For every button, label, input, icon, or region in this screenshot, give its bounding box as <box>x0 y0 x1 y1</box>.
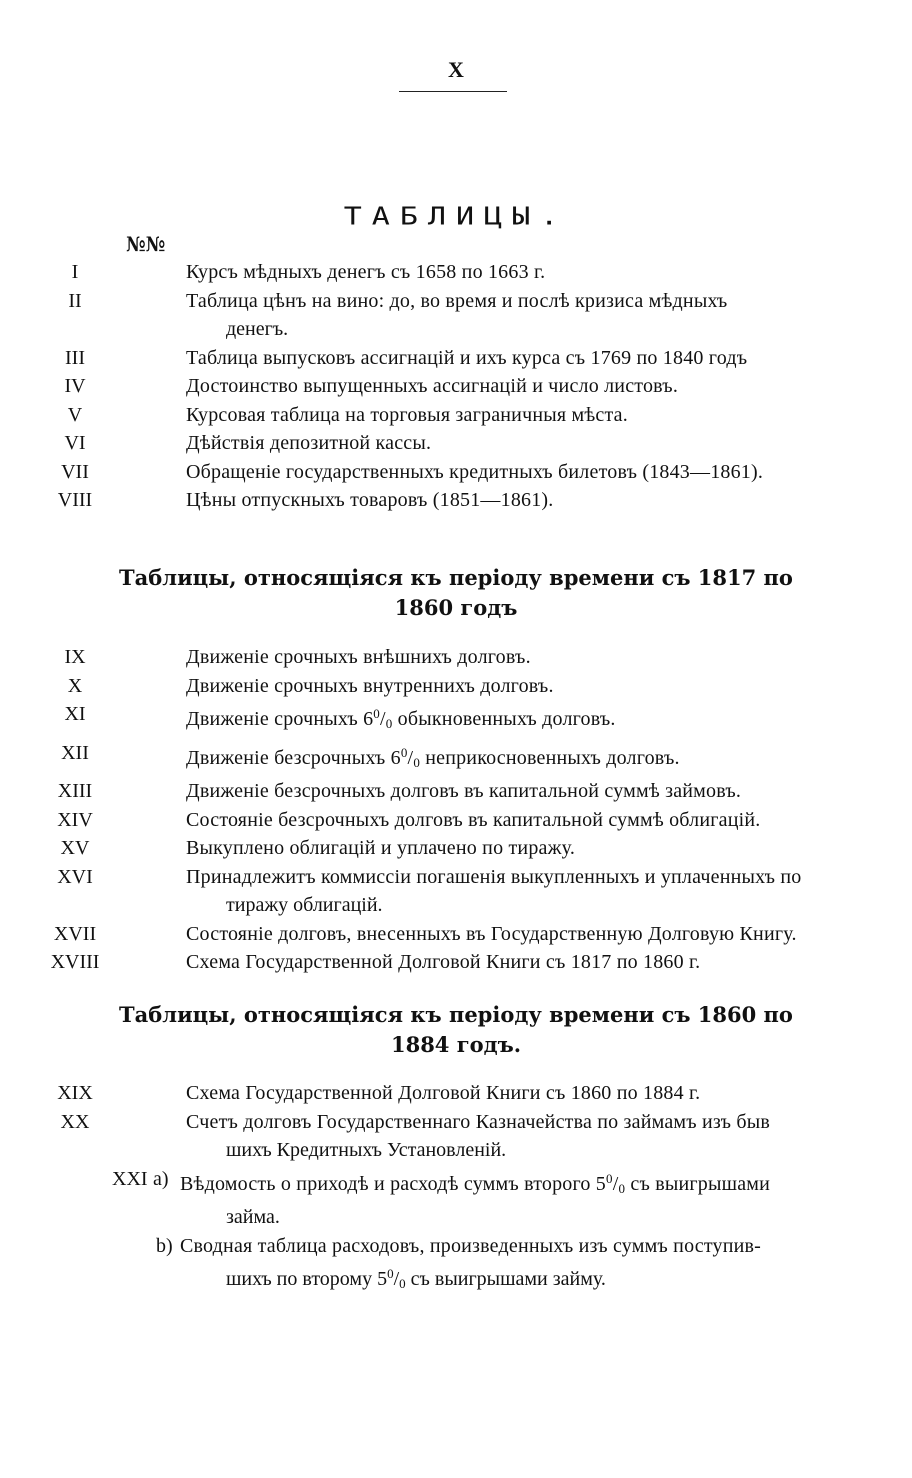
entry-title-text: шихъ по второму 5 <box>226 1268 388 1290</box>
entry-number: XIII <box>57 780 93 802</box>
section-heading-line: Таблицы, относящіяся къ періоду времени съ 1817 по <box>119 565 793 590</box>
page-number: X <box>448 57 464 82</box>
entry-title: Дѣйствія депозитной кассы. <box>186 432 432 454</box>
section-heading-line: Таблицы, относящіяся къ періоду времени съ 1860 по <box>119 1002 793 1027</box>
entry-sub-letter: b) <box>156 1234 173 1257</box>
entry-title-text: неприкосновенныхъ долговъ. <box>420 746 680 769</box>
entry-number: XII <box>61 741 89 764</box>
entry-number: III <box>65 346 85 369</box>
entry-title-continuation <box>226 1260 912 1299</box>
entry-number: V <box>67 403 83 426</box>
entry-title: Курсъ мѣдныхъ денегъ съ 1658 по 1663 г. <box>186 261 546 283</box>
list-item <box>0 700 912 739</box>
entry-number: IX <box>64 646 86 668</box>
percent-sign-slash: / <box>380 708 386 730</box>
entry-title-text: съ выигрышами <box>625 1172 771 1195</box>
numero-label: №№ <box>126 232 166 256</box>
list-item <box>0 401 912 430</box>
list-item <box>0 1165 912 1232</box>
entry-title: Достоинство выпущенныхъ ассигнацій и число листовъ. <box>186 375 679 397</box>
entry-title: Таблица выпусковъ ассигнацій и ихъ курса съ 1769 по 1840 годъ <box>186 346 748 369</box>
entry-title: Состояніе долговъ, внесенныхъ въ Государственную Долговую Книгу. <box>186 922 797 945</box>
entry-number: II <box>68 289 82 312</box>
list-item <box>0 344 912 373</box>
tables-list-1860-1884 <box>0 1079 912 1299</box>
percent-sign-bottom: 0 <box>413 754 421 770</box>
entry-number: XX <box>60 1110 90 1133</box>
entry-number: IV <box>64 375 86 397</box>
list-item <box>0 920 912 949</box>
percent-sign-top: 0 <box>606 1170 613 1186</box>
entry-title-continuation: тиражу облигацій. <box>226 894 383 916</box>
entry-title <box>186 700 814 739</box>
entry-title: Схема Государственной Долговой Книги съ 1860 по 1884 г. <box>186 1082 701 1104</box>
entry-title <box>186 739 814 778</box>
entry-title: Состояніе безсрочныхъ долговъ въ капитальной суммѣ облигацій. <box>186 808 761 831</box>
entry-number: VIII <box>57 489 93 511</box>
percent-sign-top: 0 <box>400 744 408 760</box>
page-number-rule <box>399 91 507 92</box>
list-item <box>0 458 912 487</box>
entry-title: Движеніе срочныхъ внѣшнихъ долговъ. <box>186 646 531 668</box>
percent-sign-slash: / <box>612 1172 619 1195</box>
percent-sign-bottom: 0 <box>618 1180 626 1196</box>
entry-title: Схема Государственной Долговой Книги съ 1817 по 1860 г. <box>186 951 701 973</box>
list-item <box>0 429 912 458</box>
percent-sign-bottom: 0 <box>385 716 393 731</box>
entry-number: XIV <box>57 808 93 831</box>
list-item <box>0 372 912 401</box>
entry-number: VII <box>61 460 89 483</box>
list-item <box>0 948 912 977</box>
entry-title: Принадлежитъ коммиссіи погашенія выкупленныхъ и уплаченныхъ по <box>186 865 802 888</box>
entry-number: XVIII <box>50 951 100 973</box>
entry-title: Таблица цѣнъ на вино: до, во время и послѣ кризиса мѣдныхъ <box>186 289 728 312</box>
entry-number: XV <box>60 837 90 859</box>
tables-list-general <box>0 258 912 515</box>
list-item <box>0 834 912 863</box>
percent-sign-slash: / <box>407 746 414 769</box>
section-heading-1817-1860 <box>100 563 812 623</box>
entry-title-continuation: шихъ Кредитныхъ Установленій. <box>226 1139 507 1161</box>
entry-number: XVII <box>53 922 97 945</box>
entry-title: Выкуплено облигацій и уплачено по тиражу. <box>186 837 576 859</box>
entry-title-continuation: денегъ. <box>226 318 289 340</box>
entry-number: XXI <box>112 1167 148 1190</box>
list-item <box>0 1232 912 1299</box>
percent-sign-top: 0 <box>373 706 380 721</box>
entry-number: VI <box>64 432 86 454</box>
section-heading-line: 1884 годъ. <box>390 1032 522 1057</box>
entry-number: XIX <box>57 1082 93 1104</box>
entry-title: Сводная таблица расходовъ, произведенныхъ изъ суммъ поступив- <box>180 1234 762 1257</box>
entry-title: Курсовая таблица на торговыя заграничныя мѣста. <box>186 403 628 426</box>
percent-sign-top: 0 <box>387 1266 394 1281</box>
entry-title-text: Движеніе безсрочныхъ 6 <box>186 746 401 769</box>
list-item <box>0 258 912 287</box>
entry-title-text: Движеніе срочныхъ 6 <box>186 708 374 730</box>
section-heading-line: 1860 годъ <box>394 595 518 620</box>
entry-sub-letter: a) <box>153 1167 169 1190</box>
page-title: ТАБЛИЦЫ. <box>343 202 569 231</box>
entry-title-text: съ выигрышами займу. <box>405 1268 606 1290</box>
list-item <box>0 486 912 515</box>
entry-title: Цѣны отпускныхъ товаровъ (1851—1861). <box>186 489 554 511</box>
section-heading-1860-1884 <box>100 1000 812 1060</box>
entry-number: X <box>67 674 83 697</box>
entry-title: Движеніе срочныхъ внутреннихъ долговъ. <box>186 674 554 697</box>
list-item <box>0 643 912 672</box>
entry-title-text: Вѣдомость о приходѣ и расходѣ суммъ второго 5 <box>180 1172 607 1195</box>
entry-number: XVI <box>57 865 93 888</box>
list-item <box>0 863 912 920</box>
entry-title: Движеніе безсрочныхъ долговъ въ капитальной суммѣ займовъ. <box>186 780 742 802</box>
list-item <box>0 777 912 806</box>
entry-title: Обращеніе государственныхъ кредитныхъ билетовъ (1843—1861). <box>186 460 764 483</box>
list-item <box>0 739 912 778</box>
percent-sign-bottom: 0 <box>399 1276 406 1291</box>
entry-title-continuation: займа. <box>226 1206 280 1228</box>
list-item <box>0 672 912 701</box>
entry-title <box>180 1165 808 1204</box>
entry-title-text: обыкновенныхъ долговъ. <box>392 708 616 730</box>
list-item <box>0 1108 912 1165</box>
entry-title: Счетъ долговъ Государственнаго Казначейства по займамъ изъ быв <box>186 1110 771 1133</box>
list-item <box>0 287 912 344</box>
percent-sign-slash: / <box>393 1268 400 1290</box>
entry-number: XI <box>64 703 86 725</box>
tables-list-1817-1860 <box>0 643 912 977</box>
list-item <box>0 806 912 835</box>
list-item <box>0 1079 912 1108</box>
entry-number: I <box>71 261 79 283</box>
